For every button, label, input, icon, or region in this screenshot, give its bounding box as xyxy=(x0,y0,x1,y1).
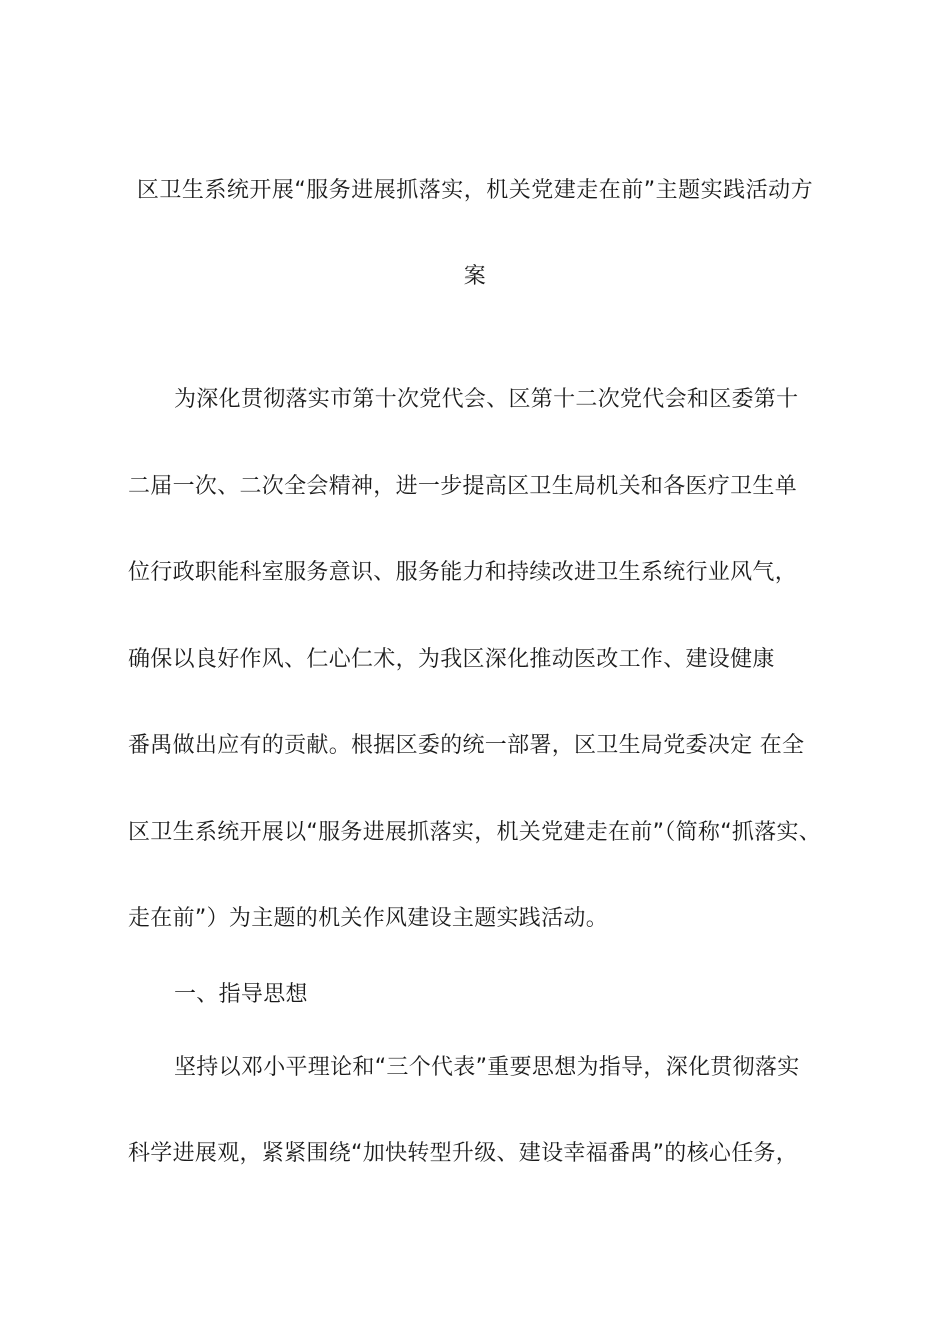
document-title-line-2: 案 xyxy=(463,264,487,289)
paragraph-line-3: 位行政职能科室服务意识、服务能力和持续改进卫生系统行业风气， xyxy=(128,560,798,585)
section-heading-guiding-thought: 一、指导思想 xyxy=(174,982,308,1007)
paragraph-line-8: 坚持以邓小平理论和“三个代表”重要思想为指导，深化贯彻落实 xyxy=(174,1055,800,1080)
paragraph-line-5: 番禺做出应有的贡献。根据区委的统一部署，区卫生局党委决定 在全 xyxy=(128,733,805,758)
paragraph-line-1: 为深化贯彻落实市第十次党代会、区第十二次党代会和区委第十 xyxy=(174,387,799,412)
paragraph-line-9: 科学进展观，紧紧围绕“加快转型升级、建设幸福番禺”的核心任务， xyxy=(128,1141,799,1166)
paragraph-line-4: 确保以良好作风、仁心仁术，为我区深化推动医改工作、建设健康 xyxy=(128,647,775,672)
paragraph-line-6: 区卫生系统开展以“服务进展抓落实，机关党建走在前”（简称“抓落实、 xyxy=(128,820,822,845)
paragraph-line-7: 走在前”）为主题的机关作风建设主题实践活动。 xyxy=(128,906,608,931)
document-title-line-1: 区卫生系统开展“服务进展抓落实，机关党建走在前”主题实践活动方 xyxy=(136,178,814,203)
paragraph-line-2: 二届一次、二次全会精神，进一步提高区卫生局机关和各医疗卫生单 xyxy=(128,474,798,499)
